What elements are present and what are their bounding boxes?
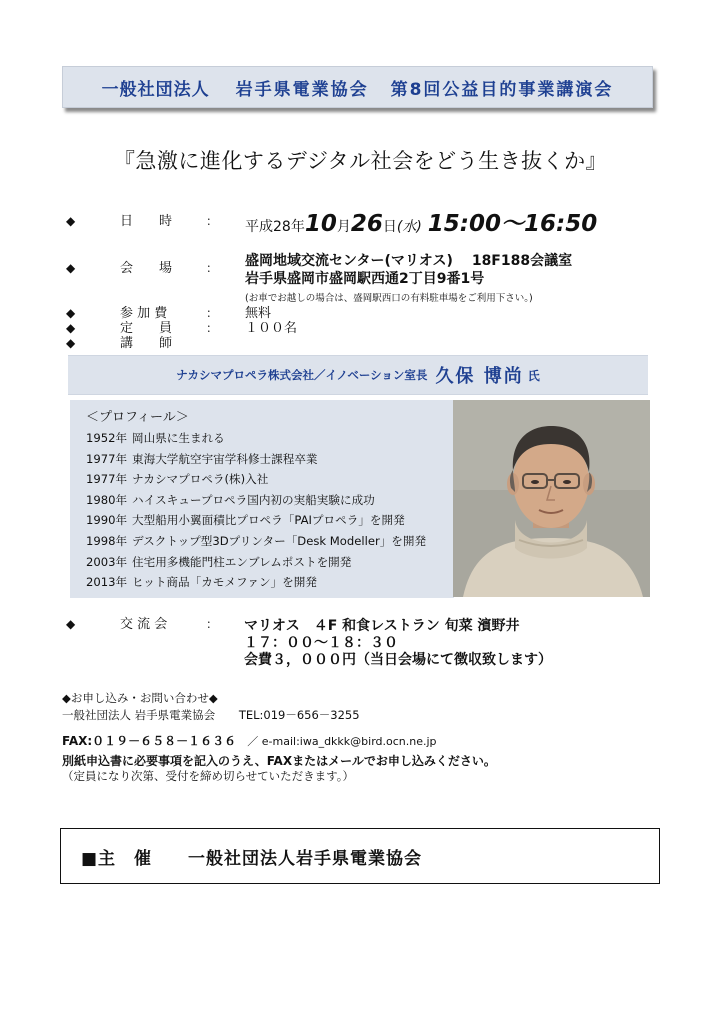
profile-item <box>86 510 426 531</box>
application-note: 別紙申込書に必要事項を記入のうえ、FAXまたはメールでお申し込みください。 <box>62 754 496 768</box>
networking-time: １７：００～１８：３０ <box>244 635 398 651</box>
speaker-company: ナカシマプロペラ株式会社／イノベーション室長 <box>176 368 428 382</box>
bullet-venue: ◆ <box>66 261 76 275</box>
lecturer-label: 講 師 <box>120 336 173 351</box>
profile-item <box>86 490 426 511</box>
capacity-colon: ： <box>206 321 219 335</box>
profile-list <box>86 428 426 593</box>
contact-heading: ◆お申し込み・お問い合わせ◆ <box>62 691 218 705</box>
datetime-label: 日 時 <box>120 214 173 229</box>
datetime-value <box>245 205 597 238</box>
profile-item <box>86 572 426 593</box>
profile-text: ハイスキュープロペラ国内初の実船実験に成功 <box>132 492 375 507</box>
capacity-label: 定 員 <box>120 321 173 336</box>
speaker-honorific: 氏 <box>527 368 540 383</box>
datetime-colon: ： <box>206 214 219 228</box>
host-text: ■主 催 一般社団法人岩手県電業協会 <box>81 848 423 869</box>
profile-item <box>86 552 426 573</box>
profile-item <box>86 469 426 490</box>
venue-line-2: 岩手県盛岡市盛岡駅西通2丁目9番1号 <box>245 271 485 287</box>
bullet-capacity: ◆ <box>66 321 76 335</box>
profile-year: 1952年 <box>86 431 128 445</box>
profile-text: 住宅用多機能門柱エンブレムポストを開発 <box>132 554 352 569</box>
fee-label: 参 加 費 <box>120 306 168 321</box>
profile-year: 2003年 <box>86 554 128 569</box>
date-prefix: 平成28年 <box>245 219 305 235</box>
date-month-unit: 月 <box>336 219 351 235</box>
header-org-type: 一般社団法人 <box>101 79 210 100</box>
networking-venue: マリオス ４F 和食レストラン 旬菜 濱野井 <box>244 618 520 634</box>
date-day: 26 <box>350 211 383 237</box>
profile-year: 1990年 <box>86 513 128 528</box>
capacity-value: １００名 <box>245 321 298 336</box>
fee-colon: ： <box>206 306 219 320</box>
venue-parking-note: (お車でお越しの場合は、盛岡駅西口の有料駐車場をご利用下さい。) <box>245 293 533 304</box>
venue-colon: ： <box>206 261 219 275</box>
header-org-name: 岩手県電業協会 <box>235 79 369 100</box>
bullet-fee: ◆ <box>66 306 76 320</box>
networking-colon: ： <box>206 617 219 631</box>
profile-year: 1977年 <box>86 451 128 466</box>
bullet-networking: ◆ <box>66 617 76 631</box>
speaker-banner <box>68 355 648 395</box>
profile-text: 大型船用小翼面積比プロペラ「PAIプロペラ」を開発 <box>132 513 405 528</box>
date-weekday: (水) <box>396 219 422 235</box>
venue-label: 会 場 <box>120 261 173 276</box>
networking-fee: 会費３，０００円（当日会場にて徴収致します） <box>244 652 552 668</box>
header-banner <box>62 66 653 108</box>
contact-email[interactable]: ／ e-mail:iwa_dkkk@bird.ocn.ne.jp <box>247 735 437 748</box>
profile-text: 岡山県に生まれる <box>132 431 225 445</box>
event-time: 15:00～16:50 <box>427 211 598 237</box>
profile-year: 1980年 <box>86 492 128 507</box>
header-banner-content <box>62 66 653 108</box>
speaker-name: 久保 博尚 <box>435 366 524 387</box>
profile-year: 1998年 <box>86 533 128 548</box>
header-event-name: 第8回公益目的事業講演会 <box>390 79 614 100</box>
speaker-portrait-icon <box>453 400 650 597</box>
venue-line-1: 盛岡地域交流センター(マリオス) 18F188会議室 <box>245 253 573 269</box>
profile-year: 1977年 <box>86 472 128 487</box>
lecture-title: 『急激に進化するデジタル社会をどう生き抜くか』 <box>113 149 608 173</box>
contact-fax-line <box>62 730 437 749</box>
profile-item <box>86 428 426 449</box>
contact-org: 一般社団法人 岩手県電業協会 <box>62 708 216 722</box>
deadline-note: （定員になり次第、受付を締め切らせていただきます。） <box>62 769 354 783</box>
contact-fax: FAX:０１９－６５８－１６３６ <box>62 734 237 748</box>
networking-label: 交 流 会 <box>120 617 168 632</box>
contact-tel: TEL:019－656－3255 <box>238 708 360 722</box>
profile-item <box>86 449 426 470</box>
profile-item <box>86 531 426 552</box>
profile-text: ヒット商品「カモメファン」を開発 <box>132 575 317 590</box>
profile-title: ＜プロフィール＞ <box>86 410 189 425</box>
bullet-datetime: ◆ <box>66 214 76 228</box>
profile-text: デスクトップ型3Dプリンター「Desk Modeller」を開発 <box>132 533 427 548</box>
profile-year: 2013年 <box>86 575 128 590</box>
speaker-photo <box>453 400 650 597</box>
fee-value: 無料 <box>245 306 272 321</box>
profile-box <box>70 400 454 598</box>
profile-text: ナカシマプロペラ(株)入社 <box>132 472 269 487</box>
date-month: 10 <box>304 211 337 237</box>
profile-text: 東海大学航空宇宙学科修士課程卒業 <box>132 451 318 466</box>
bullet-lecturer: ◆ <box>66 336 76 350</box>
host-box <box>60 828 660 884</box>
date-day-unit: 日 <box>382 219 397 235</box>
contact-org-line <box>62 707 360 723</box>
